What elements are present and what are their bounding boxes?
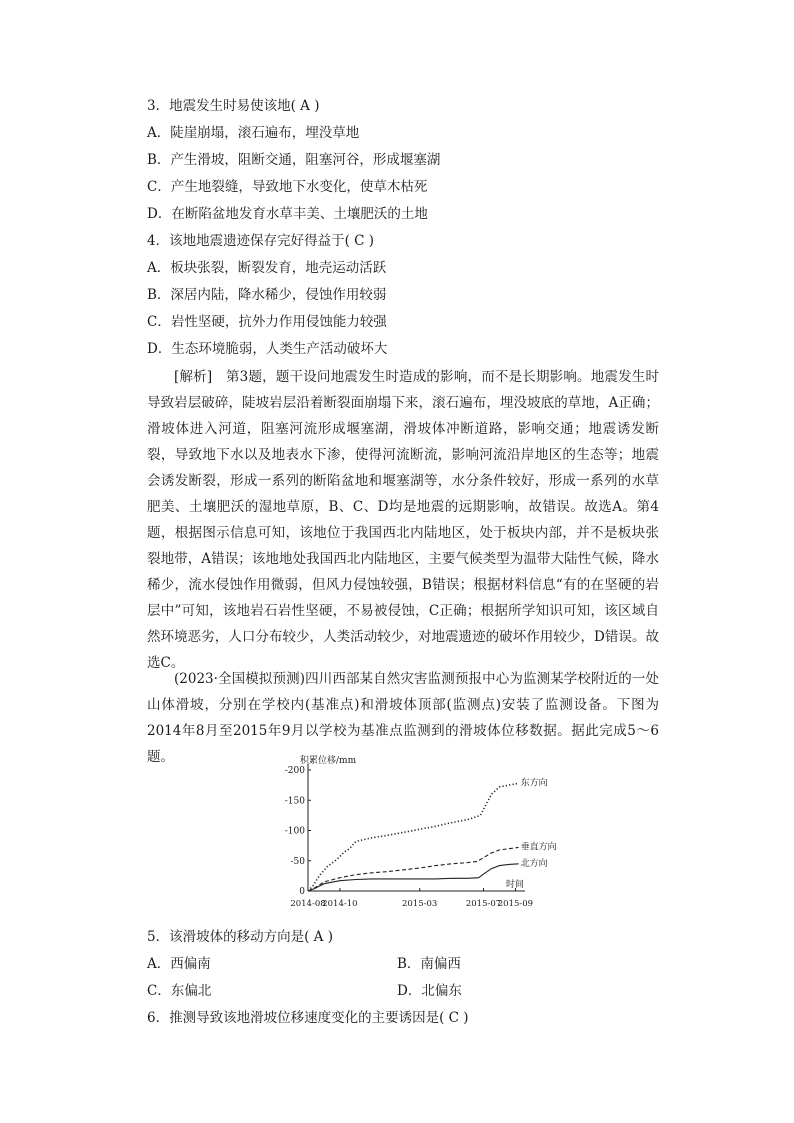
series-line-1 bbox=[308, 847, 519, 891]
q3-stem: 3．地震发生时易使该地( A ) bbox=[147, 98, 320, 114]
series-label-2: 北方向 bbox=[520, 858, 548, 869]
x-tick-label: 2015-07 bbox=[465, 899, 502, 909]
q4-answer: C bbox=[354, 233, 365, 249]
q5-option-b: B．南偏西 bbox=[397, 956, 461, 972]
series-line-0 bbox=[308, 783, 519, 891]
y-tick-label: -50 bbox=[290, 856, 305, 867]
q4-stem: 4．该地地震遗迹保存完好得益于( C ) bbox=[147, 233, 375, 249]
q5-option-d: D．北偏东 bbox=[397, 983, 462, 999]
x-tick-label: 2014-10 bbox=[322, 899, 358, 909]
q5-option-a: A．西偏南 bbox=[147, 956, 211, 972]
series-label-0: 东方向 bbox=[520, 778, 548, 789]
chart-axes bbox=[308, 764, 525, 891]
q6-answer: C bbox=[448, 1010, 459, 1026]
y-tick-label: -100 bbox=[284, 826, 305, 837]
y-axis-label: 积累位移/mm bbox=[300, 756, 357, 766]
y-tick-label: 0 bbox=[299, 887, 305, 897]
x-tick-label: 2015-03 bbox=[402, 899, 438, 909]
q3-answer: A bbox=[300, 98, 310, 114]
q3-option-d: D．在断陷盆地发育水草丰美、土壤肥沃的土地 bbox=[147, 206, 428, 222]
analysis-text: 第3题，题干设问地震发生时造成的影响，而不是长期影响。地震发生时导致岩层破碎，陡坡岩层沿着断裂面崩塌下来，滚石遍布，埋没坡底的草地，A正确；滑坡体进入河道，阻塞河流形成堰塞湖，滑坡体冲断道路，影响交通；地震诱发断裂，导致地下水以及地表水下渗，使得河流断流，影响河流沿岸地区的生态等；地震会诱发断裂，形成一系列的断陷盆地和堰塞湖等，水分条件较好，形成一系列的水草肥美、土壤肥沃的湿地草原，B、C、D均是地震的远期影响，故错误。故选A。第4题，根据图示信息可知，该地位于我国西北内陆地区，处于板块内部，并不是板块张裂地带，A错误；该地地处我国西北内陆地区，主要气候类型为温带大陆性气候，降水稀少，流水侵蚀作用微弱，但风力侵蚀较强，B错误；根据材料信息“有的在坚硬的岩层中”可知，该地岩石岩性坚硬，不易被侵蚀，C正确；根据所学知识可知，该区域自然环境恶劣，人口分布较少，人类活动较少，对地震遗迹的破坏作用较少，D错误。故选C。 bbox=[147, 369, 659, 671]
analysis-paragraph bbox=[147, 364, 659, 676]
q3-option-a: A．陡崖崩塌，滚石遍布，埋没草地 bbox=[147, 125, 360, 141]
q3-option-c: C．产生地裂缝，导致地下水变化，使草木枯死 bbox=[147, 179, 428, 195]
q6-stem: 6．推测导致该地滑坡位移速度变化的主要诱因是( C ) bbox=[147, 1010, 469, 1026]
x-tick-label: 2014-08 bbox=[290, 899, 326, 909]
x-tick-label: 2015-09 bbox=[497, 899, 534, 909]
material-paragraph: (2023·全国模拟预测)四川西部某自然灾害监测预报中心为监测某学校附近的一处山体滑坡，分别在学校内(基准点)和滑坡体顶部(监测点)安装了监测设备。下图为2014年8月至2015年9月以学校为基准点监测到的滑坡体位移数据。据此完成5～6题。 bbox=[147, 671, 659, 765]
q3-option-b: B．产生滑坡，阻断交通，阻塞河谷，形成堰塞湖 bbox=[147, 152, 441, 168]
x-axis-label: 时间 bbox=[506, 880, 525, 890]
q5-answer: A bbox=[313, 929, 324, 945]
y-tick-label: -200 bbox=[284, 766, 305, 776]
chart-series bbox=[308, 783, 519, 891]
series-label-1: 垂直方向 bbox=[520, 842, 557, 853]
analysis-label: [解析] bbox=[174, 369, 213, 385]
q4-option-c: C．岩性坚硬，抗外力作用侵蚀能力较强 bbox=[147, 314, 387, 330]
q4-option-d: D．生态环境脆弱，人类生产活动破坏大 bbox=[147, 341, 388, 357]
q4-option-b: B．深居内陆，降水稀少，侵蚀作用较弱 bbox=[147, 287, 387, 303]
y-tick-label: -150 bbox=[284, 796, 305, 807]
chart-labels bbox=[285, 754, 557, 909]
q5-stem: 5．该滑坡体的移动方向是( A ) bbox=[147, 929, 333, 945]
displacement-chart bbox=[270, 756, 557, 916]
q4-option-a: A．板块张裂，断裂发育，地壳运动活跃 bbox=[147, 260, 387, 276]
q5-option-c: C．东偏北 bbox=[147, 983, 212, 999]
